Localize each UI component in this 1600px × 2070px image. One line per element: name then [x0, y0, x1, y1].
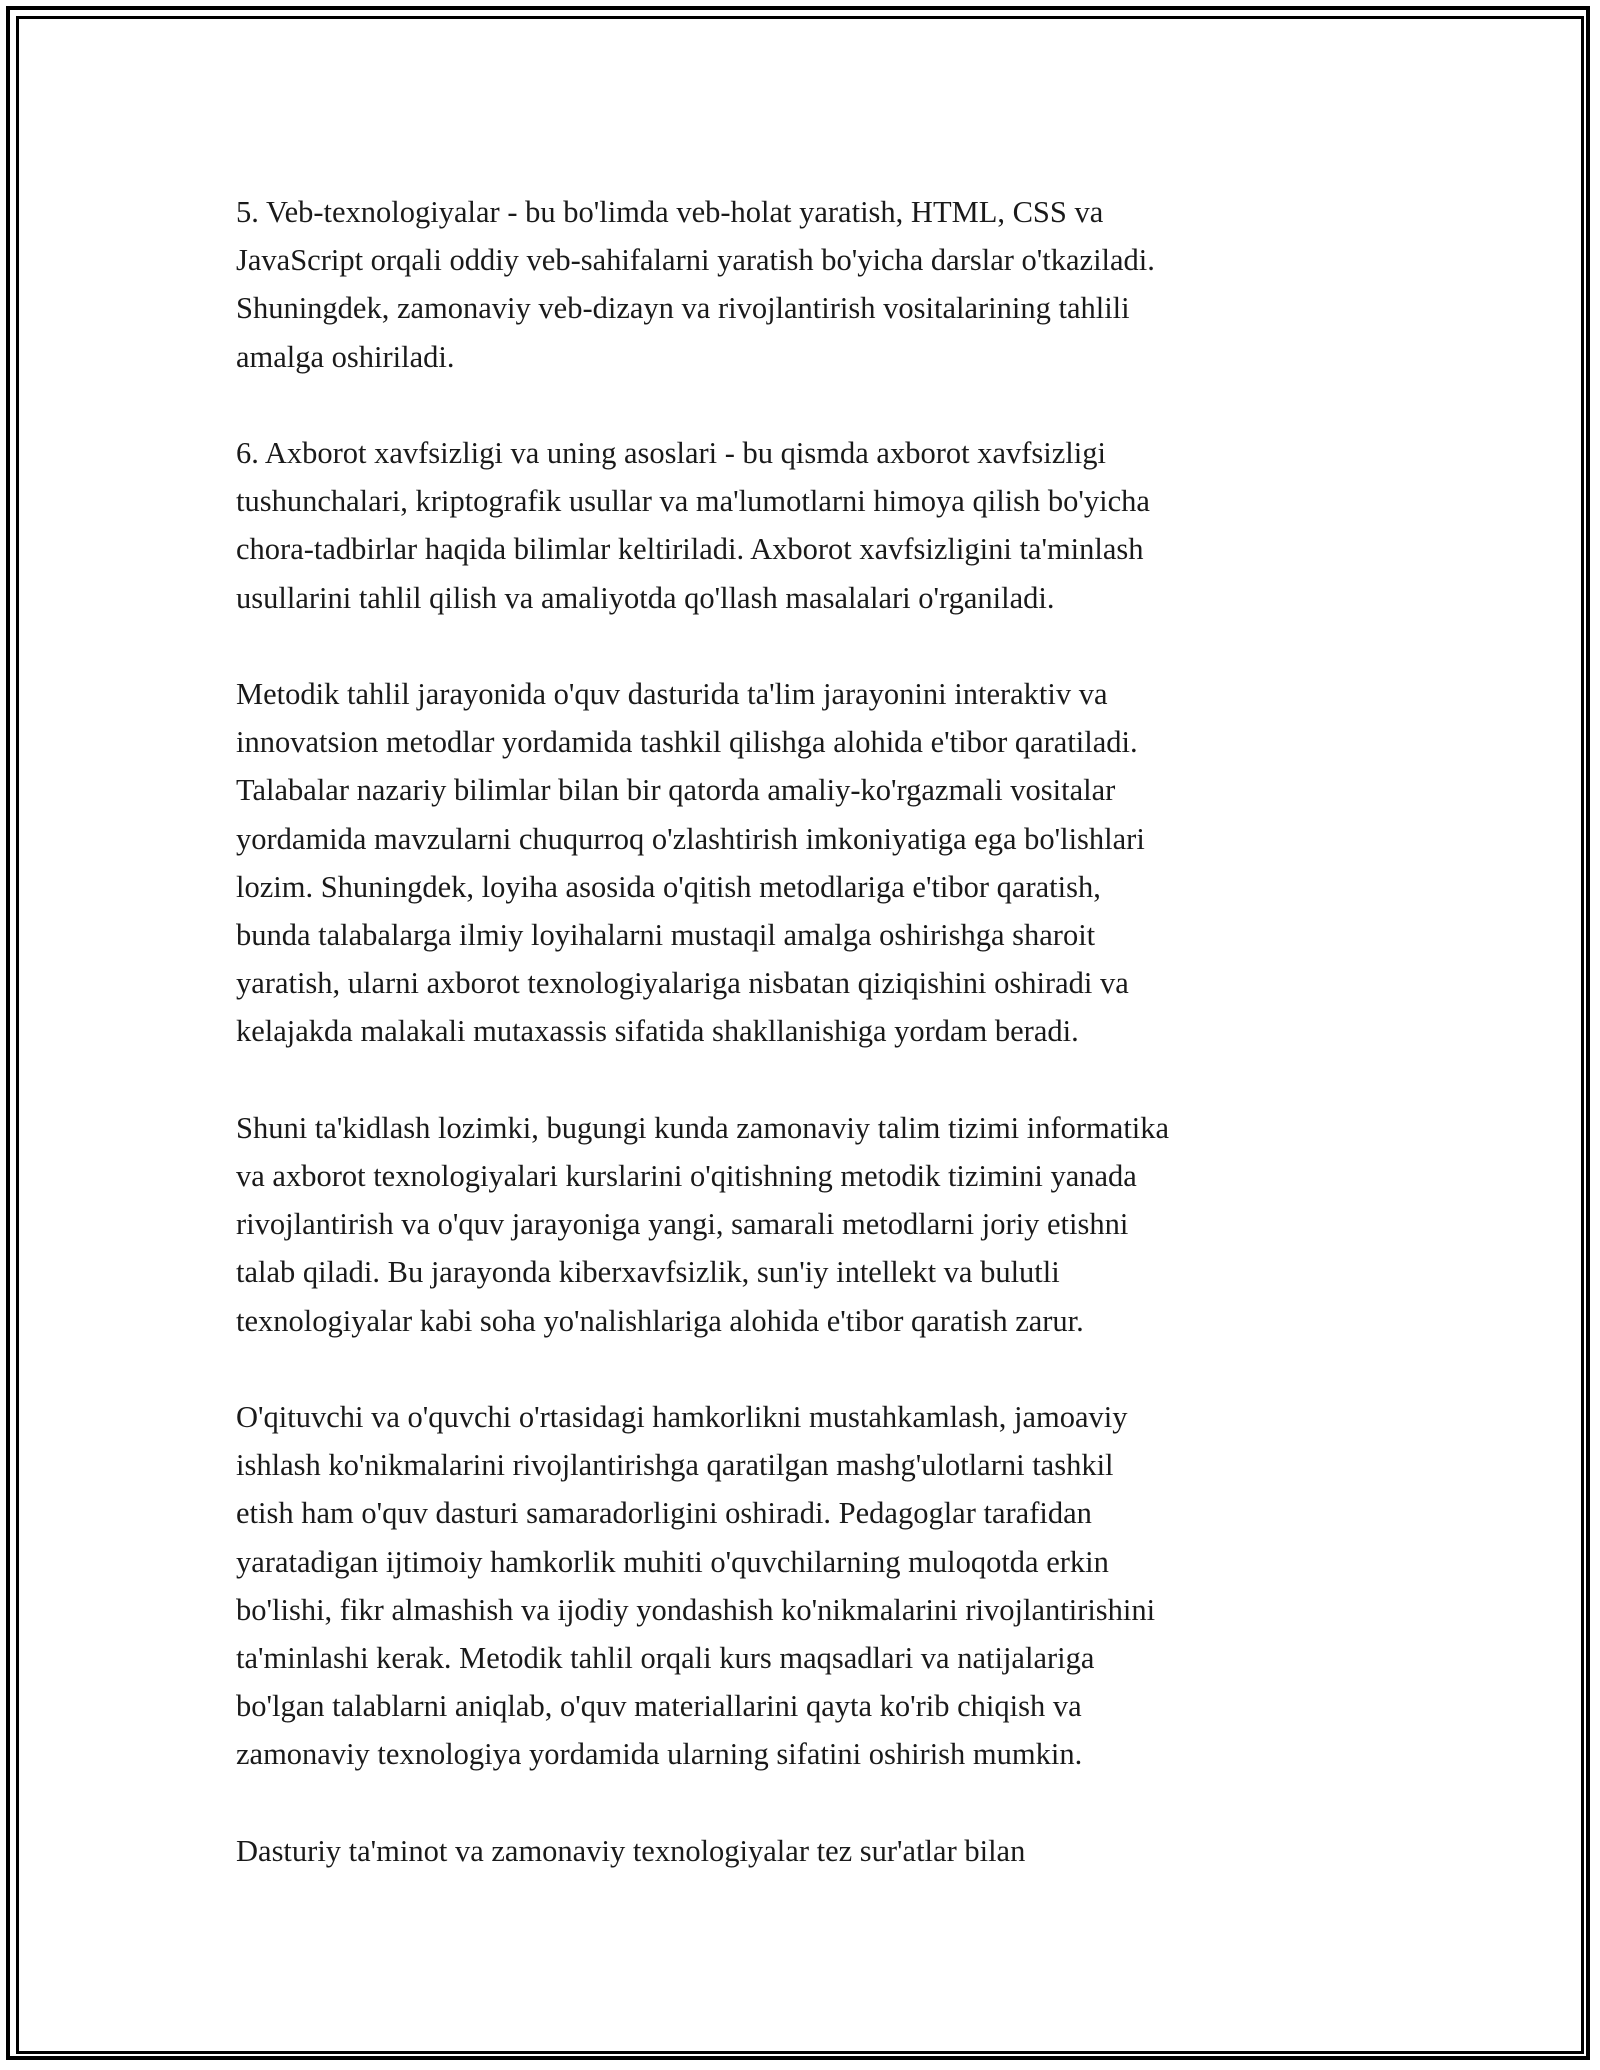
- text-line: tushunchalari, kriptografik usullar va ma'lumotlarni himoya qilish bo'yicha: [236, 484, 1150, 519]
- text-line: usullarini tahlil qilish va amaliyotda qo'llash masalalari o'rganiladi.: [236, 580, 1055, 615]
- text-line: Shuningdek, zamonaviy veb-dizayn va rivojlantirish vositalarining tahlili: [236, 291, 1130, 326]
- paragraph-information-security: [236, 429, 1376, 622]
- text-line: JavaScript orqali oddiy veb-sahifalarni yaratish bo'yicha darslar o'tkaziladi.: [236, 243, 1155, 278]
- text-line: 6. Axborot xavfsizligi va uning asoslari - bu qismda axborot xavfsizligi: [236, 436, 1106, 470]
- text-line: lozim. Shuningdek, loyiha asosida o'qitish metodlariga e'tibor qaratish,: [236, 869, 1101, 904]
- text-line: zamonaviy texnologiya yordamida ularning sifatini oshirish mumkin.: [236, 1737, 1083, 1772]
- text-line: bunda talabalarga ilmiy loyihalarni mustaqil amalga oshirishga sharoit: [236, 918, 1096, 953]
- text-line: yaratish, ularni axborot texnologiyalariga nisbatan qiziqishini oshiradi va: [236, 966, 1129, 1001]
- paragraph-teacher-student-cooperation: [236, 1393, 1376, 1779]
- text-line: etish ham o'quv dasturi samaradorligini oshiradi. Pedagoglar tarafidan: [236, 1496, 1092, 1531]
- text-line: ta'minlashi kerak. Metodik tahlil orqali kurs maqsadlari va natijalariga: [236, 1641, 1095, 1676]
- text-line: va axborot texnologiyalari kurslarini o'qitishning metodik tizimini yanada: [236, 1159, 1137, 1194]
- paragraph-web-technologies: [236, 188, 1376, 381]
- text-line: Shuni ta'kidlash lozimki, bugungi kunda zamonaviy talim tizimi informatika: [236, 1110, 1170, 1145]
- text-line: 5. Veb-texnologiyalar - bu bo'limda veb-holat yaratish, HTML, CSS va: [236, 195, 1104, 229]
- text-line: texnologiyalar kabi soha yo'nalishlariga alohida e'tibor qaratish zarur.: [236, 1303, 1084, 1338]
- paragraph-modern-education: [236, 1104, 1376, 1345]
- text-line: O'qituvchi va o'quvchi o'rtasidagi hamkorlikni mustahkamlash, jamoaviy: [236, 1400, 1128, 1435]
- text-line: yaratadigan ijtimoiy hamkorlik muhiti o'quvchilarning muloqotda erkin: [236, 1544, 1109, 1579]
- text-line: yordamida mavzularni chuqurroq o'zlashtirish imkoniyatiga ega bo'lishlari: [236, 821, 1145, 856]
- paragraph-software-technologies: [236, 1827, 1376, 1875]
- text-line: rivojlantirish va o'quv jarayoniga yangi, samarali metodlarni joriy etishni: [236, 1207, 1129, 1242]
- paragraph-methodical-analysis: [236, 670, 1376, 1056]
- text-line: Talabalar nazariy bilimlar bilan bir qatorda amaliy-ko'rgazmali vositalar: [236, 773, 1116, 808]
- text-line: kelajakda malakali mutaxassis sifatida shakllanishiga yordam beradi.: [236, 1014, 1079, 1049]
- text-line: innovatsion metodlar yordamida tashkil qilishga alohida e'tibor qaratiladi.: [236, 725, 1138, 760]
- text-line: amalga oshiriladi.: [236, 339, 455, 374]
- document-body: [236, 188, 1376, 1923]
- text-line: bo'lgan talablarni aniqlab, o'quv materiallarini qayta ko'rib chiqish va: [236, 1689, 1082, 1724]
- text-line: bo'lishi, fikr almashish va ijodiy yondashish ko'nikmalarini rivojlantirishini: [236, 1592, 1156, 1627]
- text-line: Metodik tahlil jarayonida o'quv dasturida ta'lim jarayonini interaktiv va: [236, 677, 1108, 711]
- text-line: talab qiladi. Bu jarayonda kiberxavfsizlik, sun'iy intellekt va bulutli: [236, 1255, 1060, 1290]
- text-line: Dasturiy ta'minot va zamonaviy texnologiyalar tez sur'atlar bilan: [236, 1833, 1026, 1868]
- text-line: chora-tadbirlar haqida bilimlar keltiriladi. Axborot xavfsizligini ta'minlash: [236, 532, 1144, 567]
- text-line: ishlash ko'nikmalarini rivojlantirishga qaratilgan mashg'ulotlarni tashkil: [236, 1448, 1114, 1483]
